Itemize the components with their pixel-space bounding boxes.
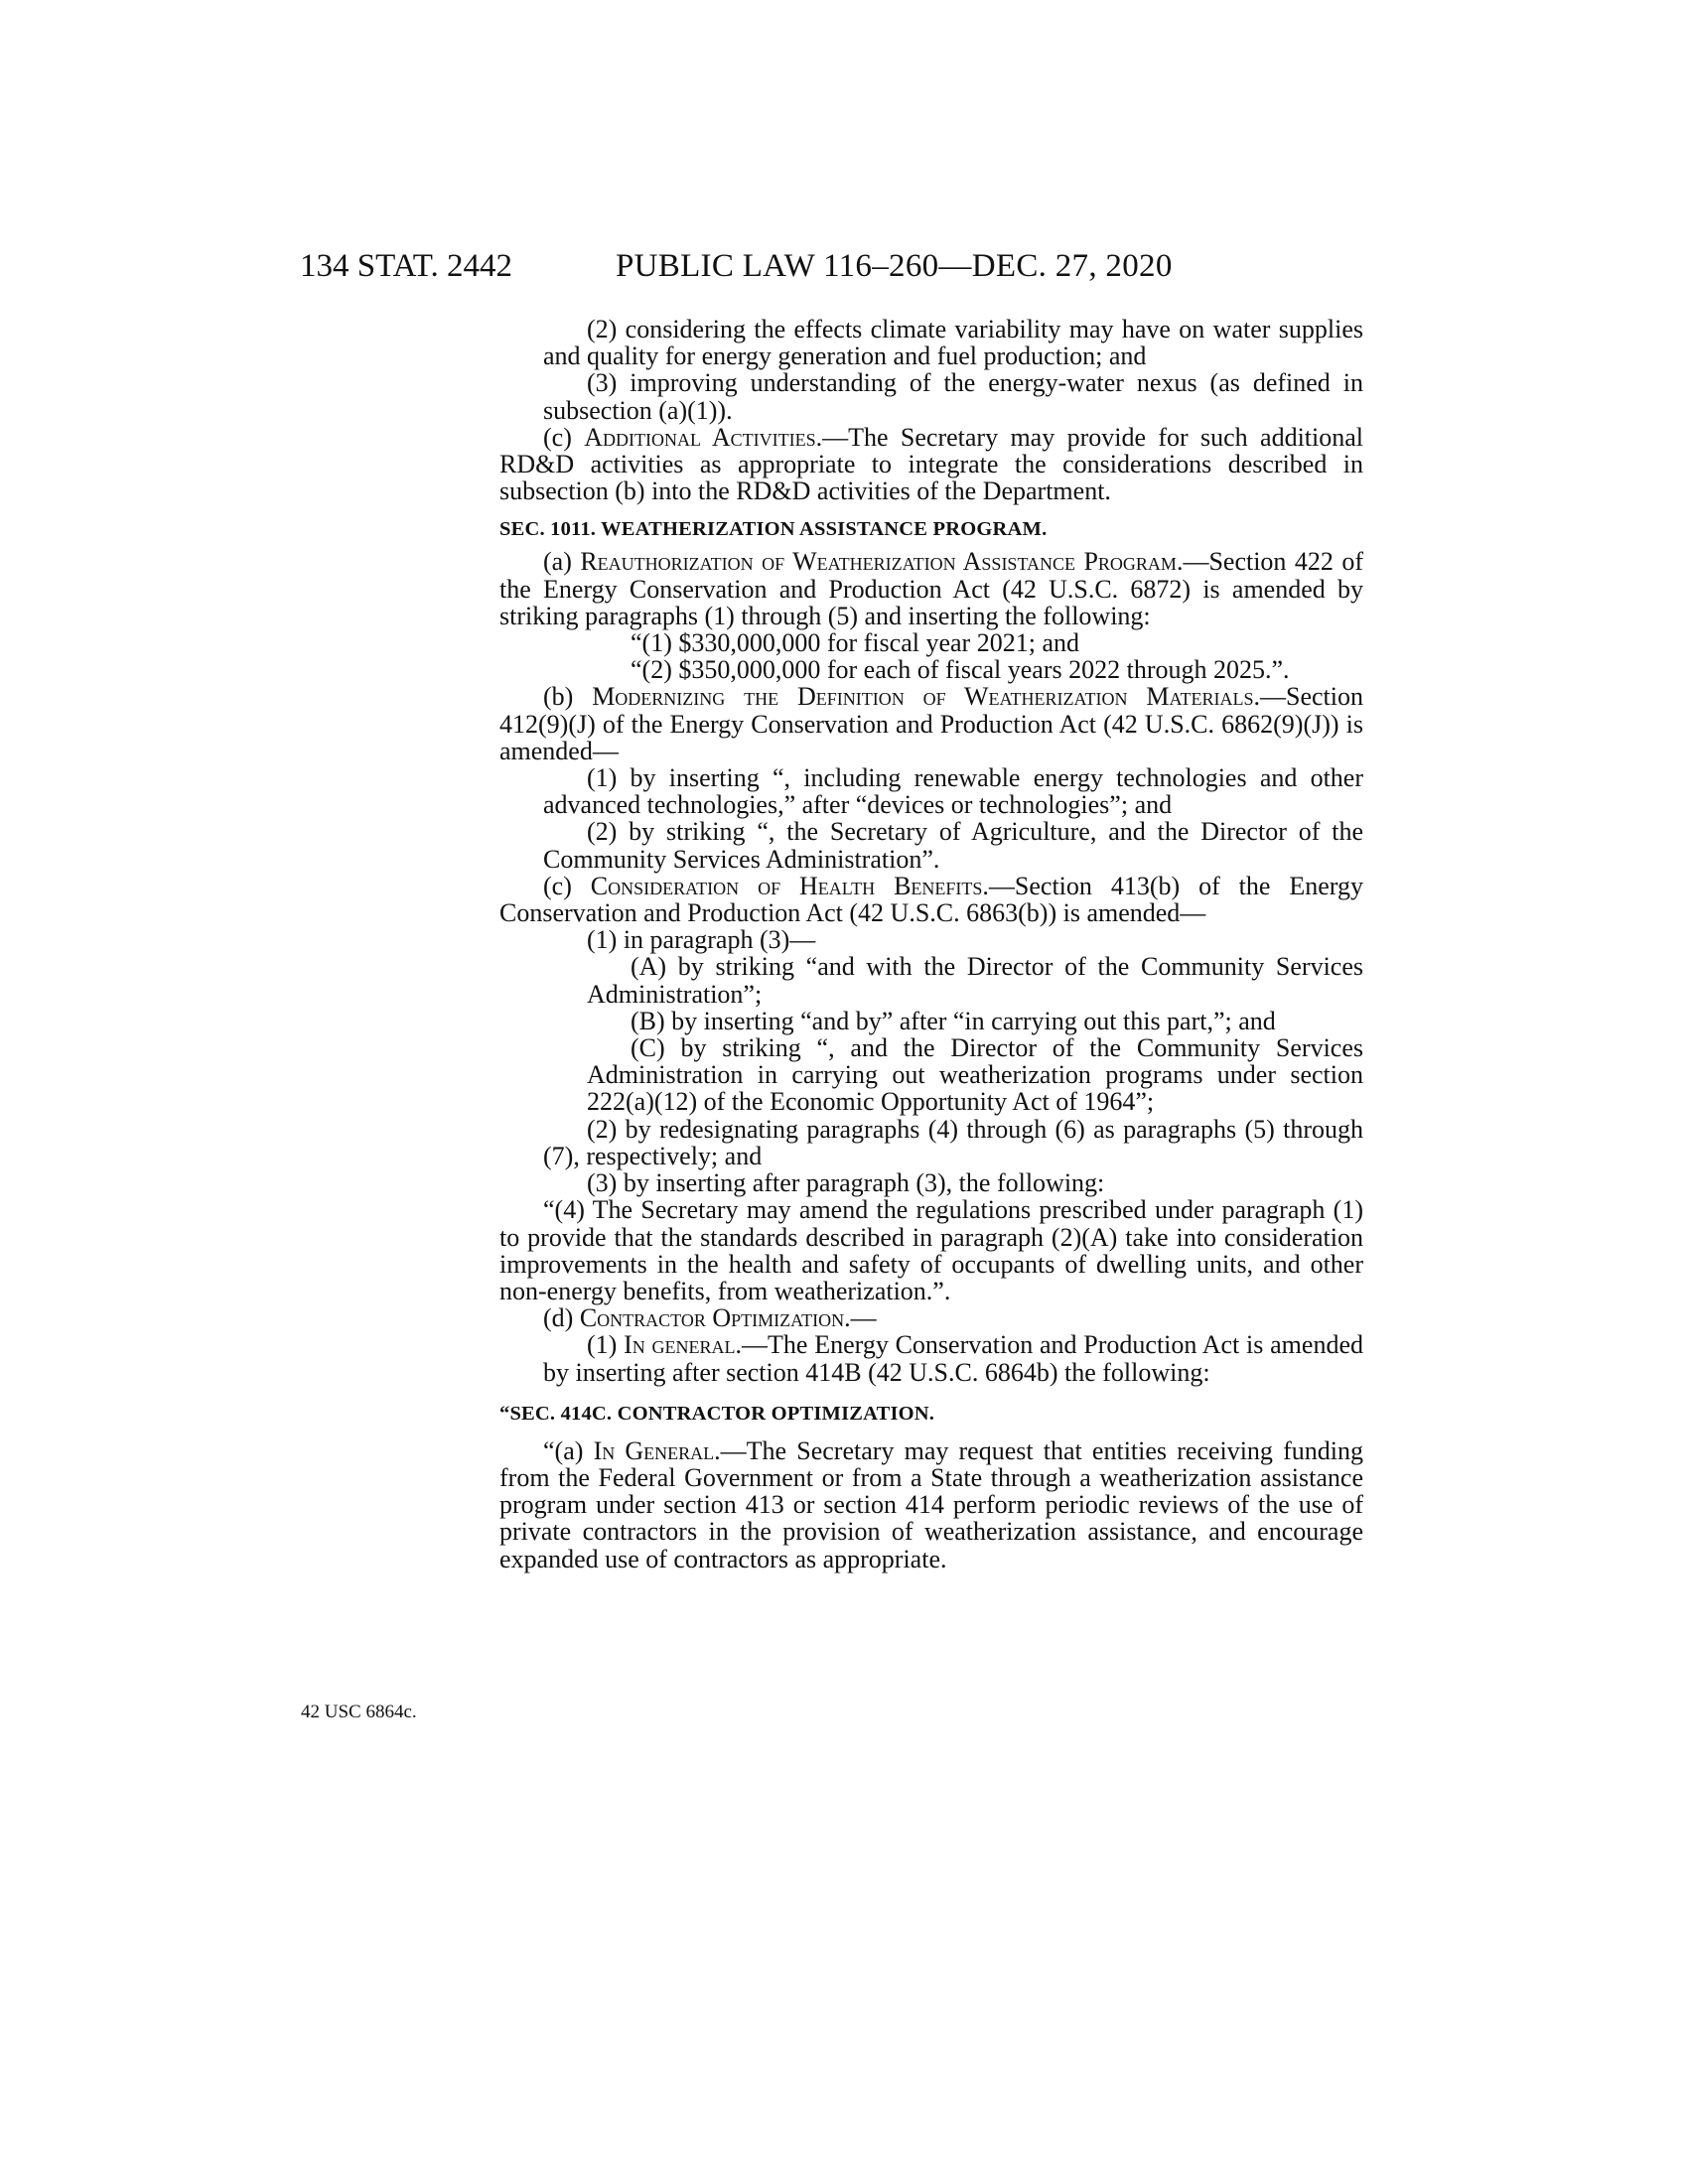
paragraph-c1: (1) in paragraph (3)—	[587, 925, 816, 955]
paragraph-text: .—The Energy Conservation and Production Act is amended by inserting after section 414B (42 U.S.C. 6864b) the following:	[543, 1330, 1363, 1387]
subsection-text: .—The Secretary may provide for such additional RD&D activities as appropriate to integrate the considerations described in subsection (b) into the RD&D activities of the Department.	[499, 422, 1364, 506]
subparagraph-c1C: (C) by striking “, and the Director of the Community Services Administration in carrying out weatherization programs under section 222(a)(12) of the Economic Opportunity Act of 1964”;	[587, 1033, 1363, 1117]
section-414c-heading: “SEC. 414C. CONTRACTOR OPTIMIZATION.	[499, 1402, 935, 1425]
subsection-text: .—Section 413(b) of the Energy Conservation and Production Act (42 U.S.C. 6863(b)) is amended—	[499, 871, 1363, 928]
subsection-d-contractor-optimization	[499, 1304, 1363, 1331]
stat-page-number: 134 STAT. 2442	[300, 248, 513, 284]
subsection-text: .—	[844, 1303, 877, 1333]
subsection-label: “(a)	[543, 1435, 594, 1465]
subsection-label: (c)	[543, 422, 585, 452]
subsection-label: (a)	[543, 547, 581, 577]
subsection-label: (b)	[543, 682, 593, 712]
paragraph-2-climate: (2) considering the effects climate variability may have on water supplies and quality for energy generation and fuel production; and	[543, 315, 1363, 371]
paragraph-b2: (2) by striking “, the Secretary of Agriculture, and the Director of the Community Services Administration”.	[543, 817, 1363, 874]
paragraph-heading: In general	[624, 1330, 736, 1360]
section-1011-heading: SEC. 1011. WEATHERIZATION ASSISTANCE PROGRAM.	[499, 518, 1048, 541]
subsection-c-health-benefits	[499, 873, 1363, 926]
public-law-title: PUBLIC LAW 116–260—DEC. 27, 2020	[616, 248, 1173, 284]
quoted-paragraph-1: “(1) $330,000,000 for fiscal year 2021; and	[631, 628, 1079, 658]
subsection-heading: Consideration of Health Benefits	[590, 871, 983, 900]
running-header	[0, 246, 1688, 286]
paragraph-label: (1)	[587, 1330, 625, 1360]
subsection-label: (d)	[543, 1303, 580, 1333]
subsection-text: .—Section 422 of the Energy Conservation and Production Act (42 U.S.C. 6872) is amended by striking paragraphs (1) through (5) and inserting the following:	[499, 547, 1364, 630]
subsection-heading: Modernizing the Definition of Weatherization Materials	[592, 682, 1254, 712]
quoted-paragraph-2: “(2) $350,000,000 for each of fiscal years 2022 through 2025.”.	[631, 655, 1290, 685]
subparagraph-c1A: (A) by striking “and with the Director of the Community Services Administration”;	[587, 952, 1363, 1009]
subsection-heading: Reauthorization of Weatherization Assistance Program	[580, 547, 1177, 577]
subsection-text: .—The Secretary may request that entities receiving funding from the Federal Government or from a State through a weatherization assistance program under section 413 or section 414 perform periodic reviews of the use of private contractors in the provision of weatherization assistance, and encourage expanded use of contractors as appropriate.	[499, 1435, 1363, 1573]
paragraph-3-nexus: (3) improving understanding of the energy-water nexus (as defined in subsection (a)(1)).	[543, 368, 1363, 425]
quoted-subsection-a-in-general	[499, 1437, 1363, 1572]
subsection-heading: Additional Activities	[584, 422, 816, 452]
paragraph-c2: (2) by redesignating paragraphs (4) through (6) as paragraphs (5) through (7), respectively; and	[543, 1114, 1363, 1170]
margin-citation: 42 USC 6864c.	[301, 1702, 417, 1722]
paragraph-b1: (1) by inserting “, including renewable energy technologies and other advanced technologies,” after “devices or technologies”; and	[543, 763, 1363, 820]
subsection-heading: In General	[593, 1435, 715, 1465]
subsection-text: .—Section 412(9)(J) of the Energy Conservation and Production Act (42 U.S.C. 6862(9)(J)) is amended—	[499, 682, 1363, 765]
subsection-b-modernizing	[499, 683, 1363, 764]
paragraph-c3: (3) by inserting after paragraph (3), the following:	[587, 1168, 1105, 1198]
subsection-label: (c)	[543, 871, 591, 900]
subsection-heading: Contractor Optimization	[579, 1303, 845, 1333]
subparagraph-c1B: (B) by inserting “and by” after “in carrying out this part,”; and	[631, 1006, 1276, 1035]
subsection-a-reauthorization	[499, 548, 1363, 629]
paragraph-d1	[499, 1331, 1363, 1385]
subsection-c-additional-activities	[499, 424, 1363, 505]
quoted-paragraph-4: “(4) The Secretary may amend the regulations prescribed under paragraph (1) to provide that the standards described in paragraph (2)(A) take into consideration improvements in the health and safety of occupants of dwelling units, and other non-energy benefits, from weatherization.”.	[499, 1195, 1363, 1305]
statute-body	[499, 316, 1363, 1572]
